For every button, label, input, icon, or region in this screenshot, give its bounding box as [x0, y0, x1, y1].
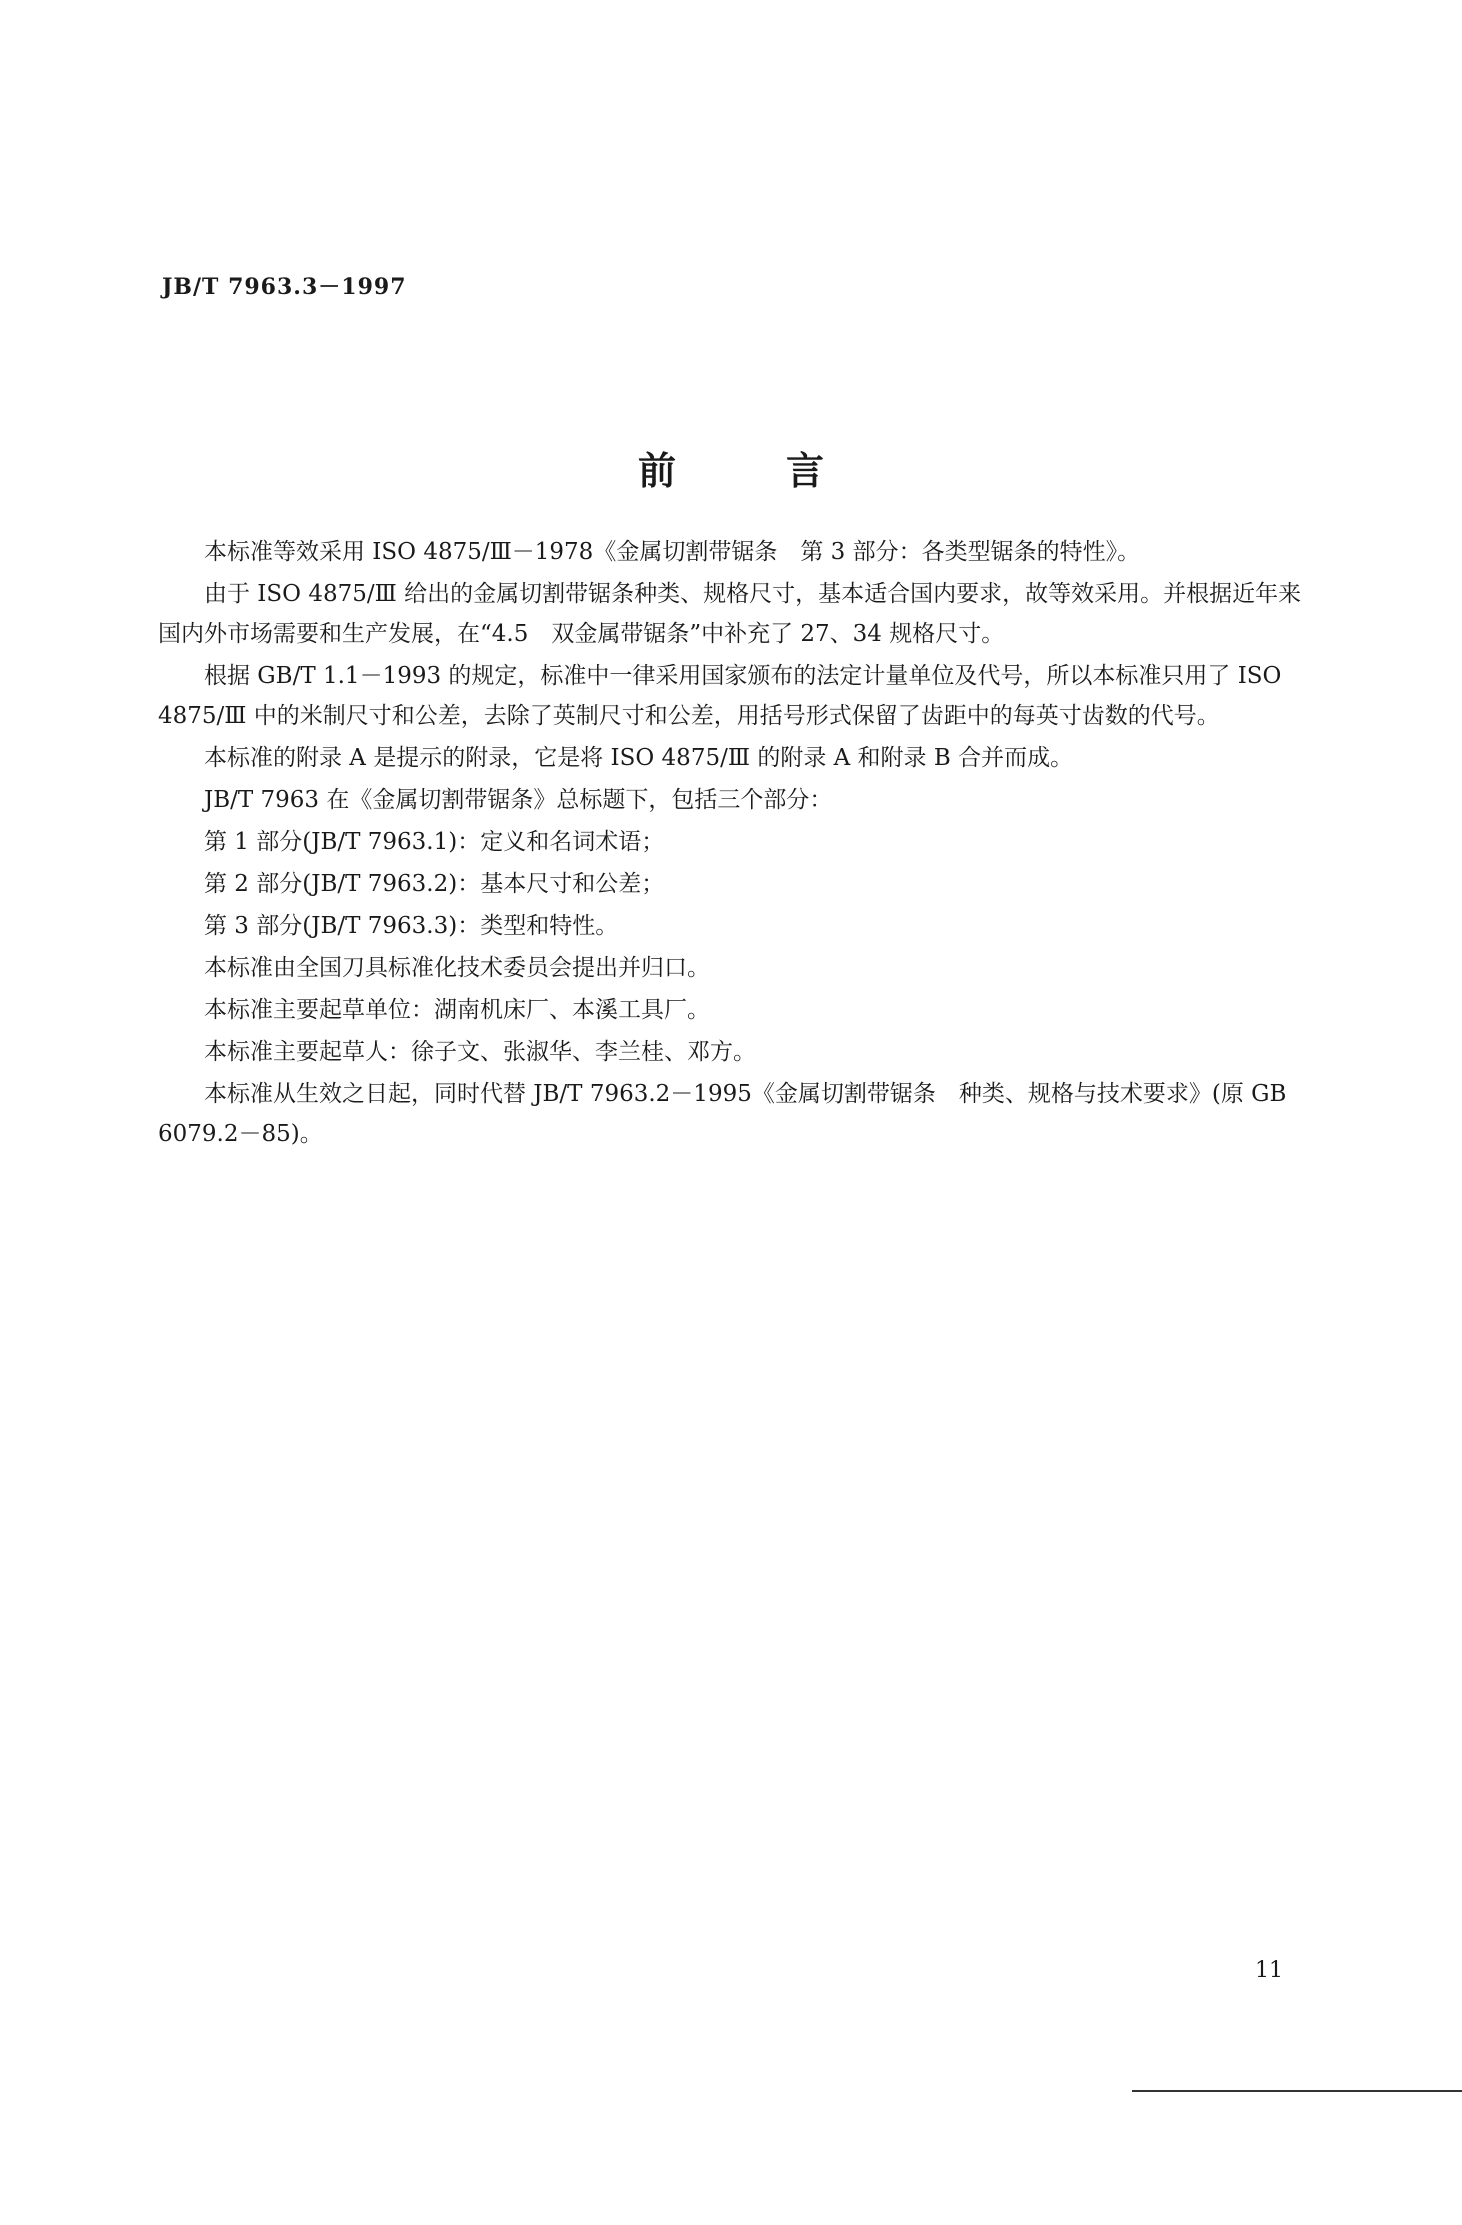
paragraph: 本标准主要起草人：徐子文、张淑华、李兰桂、邓方。 — [204, 1039, 756, 1065]
paragraph: 本标准的附录 A 是提示的附录，它是将 ISO 4875/Ⅲ 的附录 A 和附录 B 合并而成。 — [204, 745, 1074, 771]
paragraph: 本标准主要起草单位：湖南机床厂、本溪工具厂。 — [204, 997, 710, 1023]
footer-divider — [1132, 2090, 1462, 2092]
preface-body — [158, 532, 1323, 1156]
paragraph: 本标准等效采用 ISO 4875/Ⅲ－1978《金属切割带锯条 第 3 部分：各类型锯条的特性》。 — [204, 539, 1141, 565]
paragraph: 本标准由全国刀具标准化技术委员会提出并归口。 — [204, 955, 710, 981]
paragraph: 第 2 部分(JB/T 7963.2)：基本尺寸和公差； — [204, 871, 665, 897]
paragraph: 本标准从生效之日起，同时代替 JB/T 7963.2－1995《金属切割带锯条 种类、规格与技术要求》(原 GB 6079.2－85)。 — [158, 1081, 1287, 1147]
document-code: JB/T 7963.3－1997 — [162, 274, 407, 300]
paragraph: 根据 GB/T 1.1－1993 的规定，标准中一律采用国家颁布的法定计量单位及代号，所以本标准只用了 ISO 4875/Ⅲ 中的米制尺寸和公差，去除了英制尺寸和公差，用括号形式保留了齿距中的每英寸齿数的代号。 — [158, 663, 1282, 729]
page-title: 前言 — [637, 448, 934, 493]
paragraph: 第 3 部分(JB/T 7963.3)：类型和特性。 — [204, 913, 619, 939]
paragraph: JB/T 7963 在《金属切割带锯条》总标题下，包括三个部分： — [204, 787, 833, 813]
paragraph: 第 1 部分(JB/T 7963.1)：定义和名词术语； — [204, 829, 665, 855]
paragraph: 由于 ISO 4875/Ⅲ 给出的金属切割带锯条种类、规格尺寸，基本适合国内要求，故等效采用。并根据近年来国内外市场需要和生产发展，在“4.5 双金属带锯条”中补充了 27、34 规格尺寸。 — [158, 581, 1302, 647]
page-number: 11 — [1255, 1958, 1283, 1983]
